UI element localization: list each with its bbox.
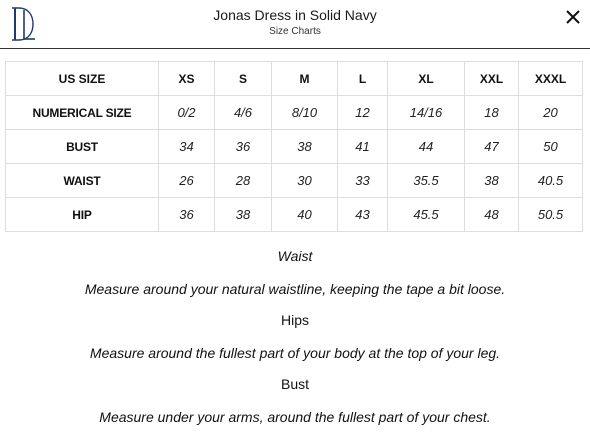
measurement-cell: 4/6 [215, 96, 272, 130]
measurement-cell: 14/16 [388, 96, 465, 130]
measurement-cell: 43 [338, 198, 388, 232]
header-cell-us-size: US SIZE [6, 62, 159, 96]
measurement-cell: 35.5 [388, 164, 465, 198]
measurement-cell: 38 [272, 130, 338, 164]
measurement-cell: 48 [465, 198, 519, 232]
row-label: NUMERICAL SIZE [6, 96, 159, 130]
header-cell-size: XXXL [519, 62, 583, 96]
table-header-row [6, 62, 583, 96]
header-cell-size: M [272, 62, 338, 96]
guide-text: Measure around your natural waistline, keeping the tape a bit loose. [84, 281, 506, 297]
header-cell-size: XS [159, 62, 215, 96]
measurement-cell: 8/10 [272, 96, 338, 130]
size-chart-table [5, 61, 583, 232]
close-icon[interactable] [564, 8, 582, 26]
header-cell-size: S [215, 62, 272, 96]
table-row [6, 198, 583, 232]
header-cell-size: XXL [465, 62, 519, 96]
measurement-cell: 30 [272, 164, 338, 198]
table-row [6, 96, 583, 130]
measurement-cell: 50 [519, 130, 583, 164]
guide-text: Measure under your arms, around the fullest part of your chest. [99, 409, 491, 425]
measurement-cell: 45.5 [388, 198, 465, 232]
measurement-cell: 20 [519, 96, 583, 130]
measurement-cell: 36 [215, 130, 272, 164]
measurement-cell: 38 [465, 164, 519, 198]
measurement-cell: 44 [388, 130, 465, 164]
modal-header [0, 0, 590, 49]
measurement-guides [0, 246, 590, 438]
measurement-cell: 28 [215, 164, 272, 198]
measurement-cell: 41 [338, 130, 388, 164]
guide-text: Measure around the fullest part of your body at the top of your leg. [89, 345, 501, 361]
measurement-cell: 26 [159, 164, 215, 198]
modal-subtitle: Size Charts [269, 26, 321, 37]
measurement-cell: 36 [159, 198, 215, 232]
title-block [0, 6, 590, 38]
measurement-cell: 0/2 [159, 96, 215, 130]
row-label: WAIST [6, 164, 159, 198]
measurement-cell: 18 [465, 96, 519, 130]
guide-title: Waist [277, 248, 313, 264]
measurement-cell: 50.5 [519, 198, 583, 232]
header-cell-size: XL [388, 62, 465, 96]
measurement-cell: 33 [338, 164, 388, 198]
measurement-cell: 38 [215, 198, 272, 232]
table-row [6, 164, 583, 198]
measurement-cell: 40.5 [519, 164, 583, 198]
measurement-cell: 47 [465, 130, 519, 164]
guide-title: Bust [280, 376, 309, 392]
measurement-cell: 12 [338, 96, 388, 130]
measurement-cell: 40 [272, 198, 338, 232]
row-label: BUST [6, 130, 159, 164]
measurement-cell: 34 [159, 130, 215, 164]
header-cell-size: L [338, 62, 388, 96]
product-title: Jonas Dress in Solid Navy [213, 7, 377, 23]
guide-title: Hips [280, 312, 309, 328]
row-label: HIP [6, 198, 159, 232]
table-row [6, 130, 583, 164]
